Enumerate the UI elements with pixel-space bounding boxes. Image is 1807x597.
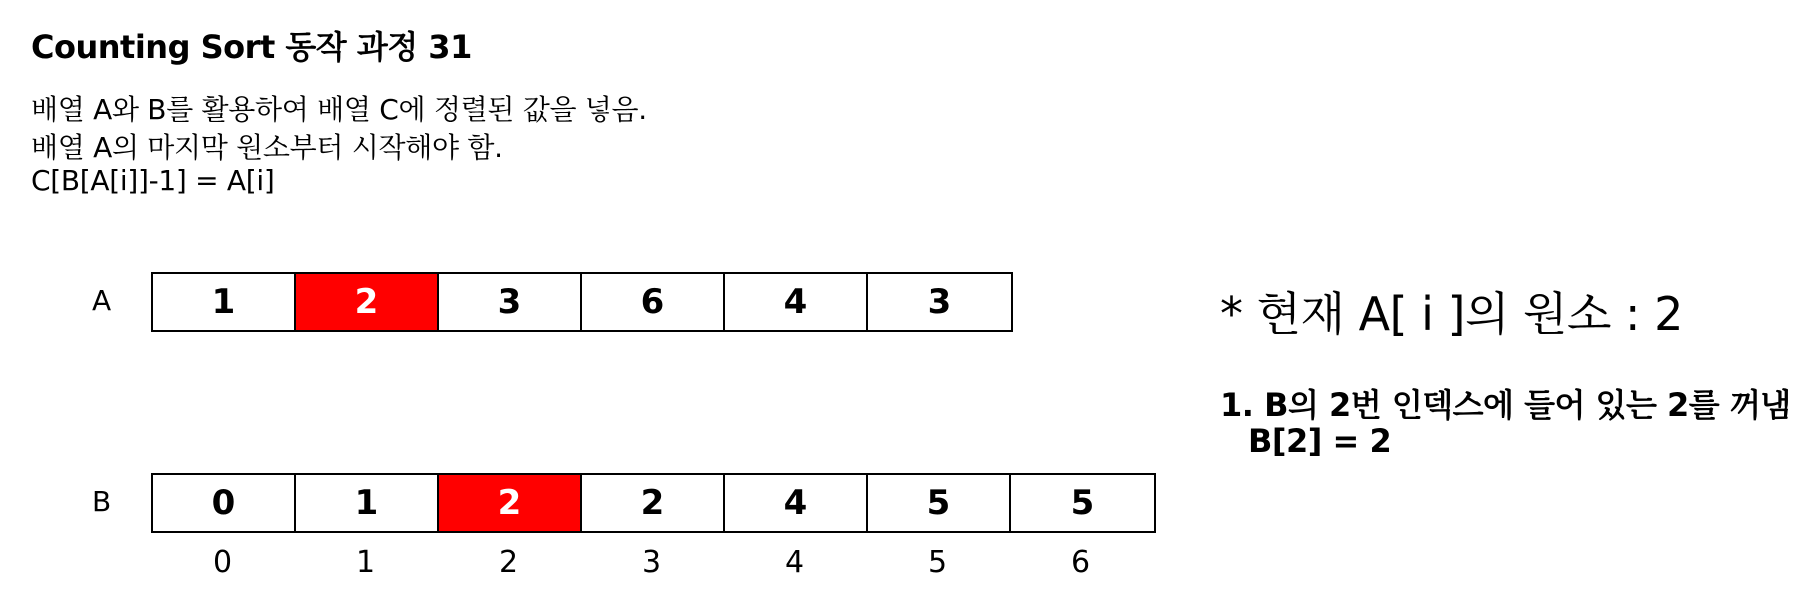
index-label: 1 [355, 545, 376, 580]
array-a-cell: 1 [153, 274, 296, 330]
array-a-cell: 6 [582, 274, 725, 330]
array-a-cell: 3 [439, 274, 582, 330]
array-b-cell: 4 [725, 475, 868, 531]
array-a-label: A [92, 284, 112, 317]
array-b-label: B [92, 485, 112, 518]
index-label: 4 [784, 545, 805, 580]
array-b-cell: 1 [296, 475, 439, 531]
index-label: 6 [1070, 545, 1091, 580]
index-label: 2 [498, 545, 519, 580]
step-description: 1. B의 2번 인덱스에 들어 있는 2를 꺼냄 [1220, 386, 1791, 424]
index-label: 3 [641, 545, 662, 580]
description-line-2: 배열 A의 마지막 원소부터 시작해야 함. [31, 131, 503, 164]
array-b-cell: 5 [1011, 475, 1154, 531]
array-b-cell: 2 [439, 475, 582, 531]
index-label: 5 [927, 545, 948, 580]
page-title: Counting Sort 동작 과정 31 [31, 28, 472, 66]
array-a-cell: 2 [296, 274, 439, 330]
array-b-cell: 2 [582, 475, 725, 531]
description-line-1: 배열 A와 B를 활용하여 배열 C에 정렬된 값을 넣음. [31, 93, 647, 126]
array-b-indices [151, 545, 1152, 580]
index-label: 0 [212, 545, 233, 580]
array-a-cell: 3 [868, 274, 1011, 330]
array-b [151, 473, 1156, 533]
array-a [151, 272, 1013, 332]
array-b-cell: 0 [153, 475, 296, 531]
current-element-note: * 현재 A[ i ]의 원소 : 2 [1220, 287, 1683, 341]
array-a-cell: 4 [725, 274, 868, 330]
array-b-cell: 5 [868, 475, 1011, 531]
description-line-3: C[B[A[i]]-1] = A[i] [31, 164, 275, 197]
step-formula: B[2] = 2 [1248, 422, 1392, 460]
